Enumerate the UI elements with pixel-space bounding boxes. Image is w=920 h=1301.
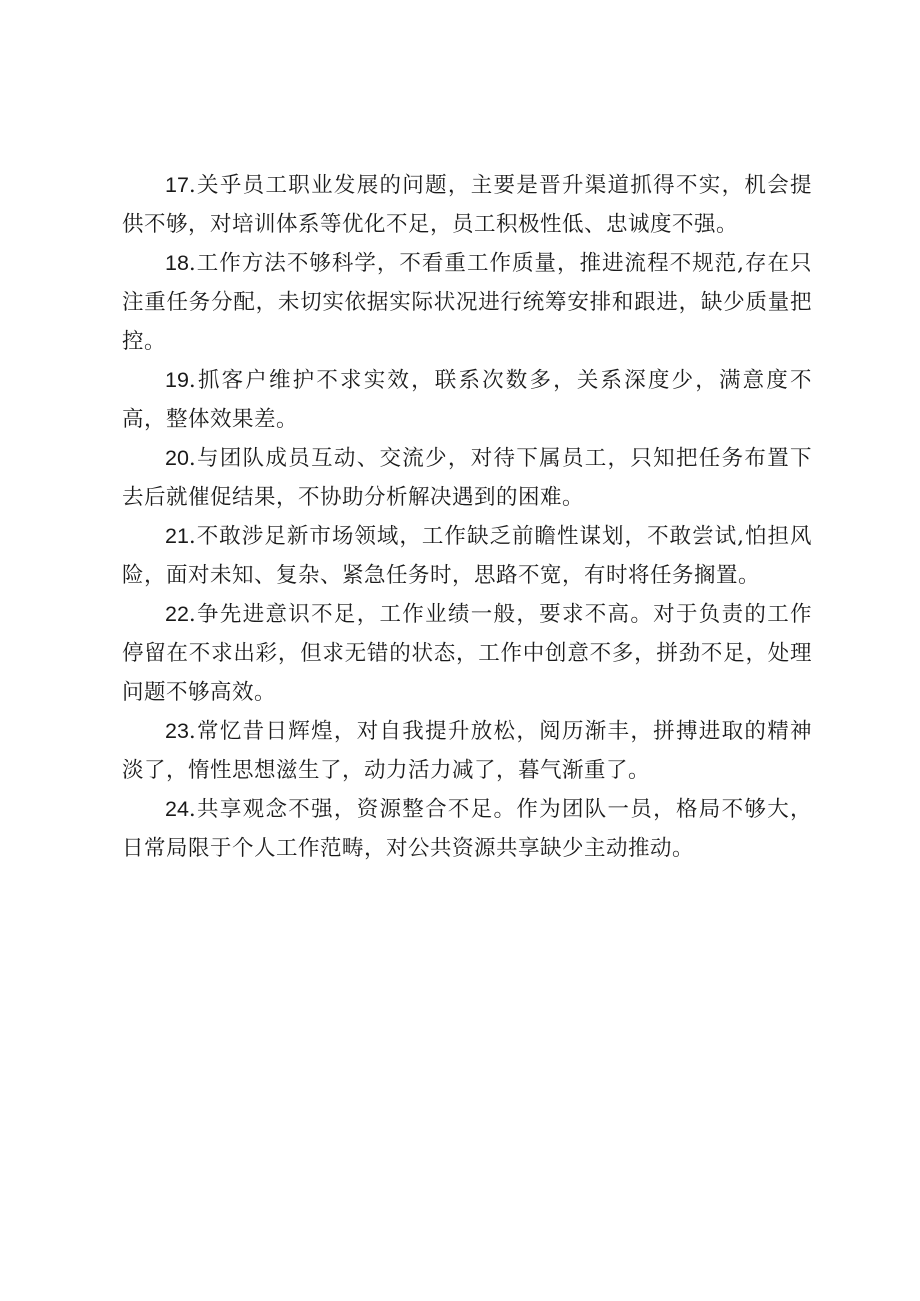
item-text: .抓客户维护不求实效，联系次数多，关系深度少，满意度不高，整体效果差。	[122, 368, 812, 432]
item-text: .共享观念不强，资源整合不足。作为团队一员，格局不够大，日常局限于个人工作范畴，对公共资源共享缺少主动推动。	[122, 797, 812, 861]
list-item-23	[122, 712, 812, 790]
item-number: 18	[165, 251, 189, 275]
list-item-21	[122, 517, 812, 595]
item-text: .不敢涉足新市场领域，工作缺乏前瞻性谋划，不敢尝试,怕担风险，面对未知、复杂、紧急任务时，思路不宽，有时将任务搁置。	[122, 524, 812, 588]
item-text: .与团队成员互动、交流少，对待下属员工，只知把任务布置下去后就催促结果，不协助分析解决遇到的困难。	[122, 446, 812, 510]
item-text: .争先进意识不足，工作业绩一般，要求不高。对于负责的工作停留在不求出彩，但求无错的状态，工作中创意不多，拼劲不足，处理问题不够高效。	[122, 602, 812, 705]
item-number: 19	[165, 368, 189, 392]
list-item-22	[122, 595, 812, 712]
item-text: .关乎员工职业发展的问题，主要是晋升渠道抓得不实，机会提供不够，对培训体系等优化不足，员工积极性低、忠诚度不强。	[122, 173, 812, 237]
list-item-19	[122, 361, 812, 439]
item-number: 24	[165, 797, 189, 821]
item-number: 20	[165, 446, 189, 470]
item-number: 23	[165, 719, 189, 743]
document-body	[122, 166, 812, 868]
item-number: 22	[165, 602, 189, 626]
item-number: 17	[165, 173, 189, 197]
list-item-24	[122, 790, 812, 868]
list-item-20	[122, 439, 812, 517]
item-number: 21	[165, 524, 189, 548]
list-item-18	[122, 244, 812, 361]
item-text: .常忆昔日辉煌，对自我提升放松，阅历渐丰，拼搏进取的精神淡了，惰性思想滋生了，动力活力减了，暮气渐重了。	[122, 719, 812, 783]
item-text: .工作方法不够科学，不看重工作质量，推进流程不规范,存在只注重任务分配，未切实依据实际状况进行统筹安排和跟进，缺少质量把控。	[122, 251, 812, 354]
list-item-17	[122, 166, 812, 244]
